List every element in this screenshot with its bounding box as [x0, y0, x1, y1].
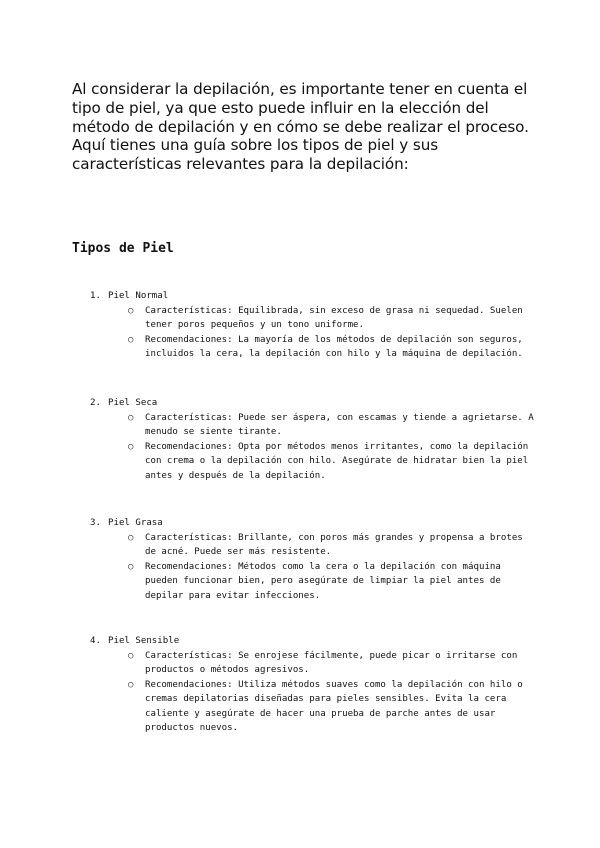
list-number: 1. — [90, 291, 101, 301]
skin-type-name: Piel Seca — [108, 398, 158, 408]
recommendations-text: Recomendaciones: Opta por métodos menos irritantes, como la depilación con crema o la depilación con hilo. Asegúrate de hidratar bien la piel antes y después de la depilación. — [145, 441, 529, 481]
circle-bullet-icon: ○ — [128, 532, 134, 543]
characteristics-text: Características: Equilibrada, sin exceso de grasa ni sequedad. Suelen tener poros pequeños y un tono uniforme. — [145, 305, 523, 330]
circle-bullet-icon: ○ — [128, 441, 134, 452]
recommendations-text: Recomendaciones: Métodos como la cera o la depilación con máquina pueden funcionar bien, pero asegúrate de limpiar la piel antes de depilar para evitar infecciones. — [145, 561, 501, 601]
skin-type-heading — [90, 634, 540, 649]
skin-type-item — [90, 634, 540, 736]
skin-type-item — [90, 516, 540, 603]
recommendations-item — [128, 678, 535, 736]
characteristics-item — [128, 531, 535, 560]
characteristics-item — [128, 411, 535, 440]
characteristics-item — [128, 649, 535, 678]
recommendations-item — [128, 560, 535, 604]
characteristics-text: Características: Brillante, con poros más grandes y propensa a brotes de acné. Puede ser más resistente. — [145, 532, 523, 557]
list-number: 3. — [90, 518, 101, 528]
recommendations-item — [128, 440, 535, 484]
characteristics-item — [128, 304, 535, 333]
skin-type-item — [90, 289, 540, 362]
circle-bullet-icon: ○ — [128, 679, 134, 690]
recommendations-item — [128, 333, 535, 362]
list-number: 2. — [90, 398, 101, 408]
characteristics-text: Características: Se enrojese fácilmente, puede picar o irritarse con productos o métodos agresivos. — [145, 650, 518, 675]
skin-type-heading — [90, 396, 540, 411]
circle-bullet-icon: ○ — [128, 561, 134, 572]
skin-type-name: Piel Grasa — [108, 518, 163, 528]
skin-type-name: Piel Normal — [108, 291, 169, 301]
recommendations-text: Recomendaciones: La mayoría de los métodos de depilación son seguros, incluidos la cera, la depilación con hilo y la máquina de depilación. — [145, 334, 523, 359]
circle-bullet-icon: ○ — [128, 412, 134, 423]
skin-type-heading — [90, 289, 540, 304]
section-title: Tipos de Piel — [72, 241, 174, 256]
skin-type-heading — [90, 516, 540, 531]
list-number: 4. — [90, 636, 101, 646]
skin-type-item — [90, 396, 540, 483]
circle-bullet-icon: ○ — [128, 650, 134, 661]
circle-bullet-icon: ○ — [128, 334, 134, 345]
recommendations-text: Recomendaciones: Utiliza métodos suaves como la depilación con hilo o cremas depilatorias diseñadas para pieles sensibles. Evita la cera caliente y asegúrate de hacer una prueba de parche antes de usar productos nuevos. — [145, 679, 523, 733]
characteristics-text: Características: Puede ser áspera, con escamas y tiende a agrietarse. A menudo se siente tirante. — [145, 412, 534, 437]
circle-bullet-icon: ○ — [128, 305, 134, 316]
intro-paragraph: Al considerar la depilación, es importante tener en cuenta el tipo de piel, ya que esto puede influir en la elección del método de depilación y en cómo se debe realizar el proceso. Aquí tienes una guía sobre los tipos de piel y sus características relevantes para la depilación: — [72, 80, 529, 174]
skin-type-name: Piel Sensible — [108, 636, 180, 646]
